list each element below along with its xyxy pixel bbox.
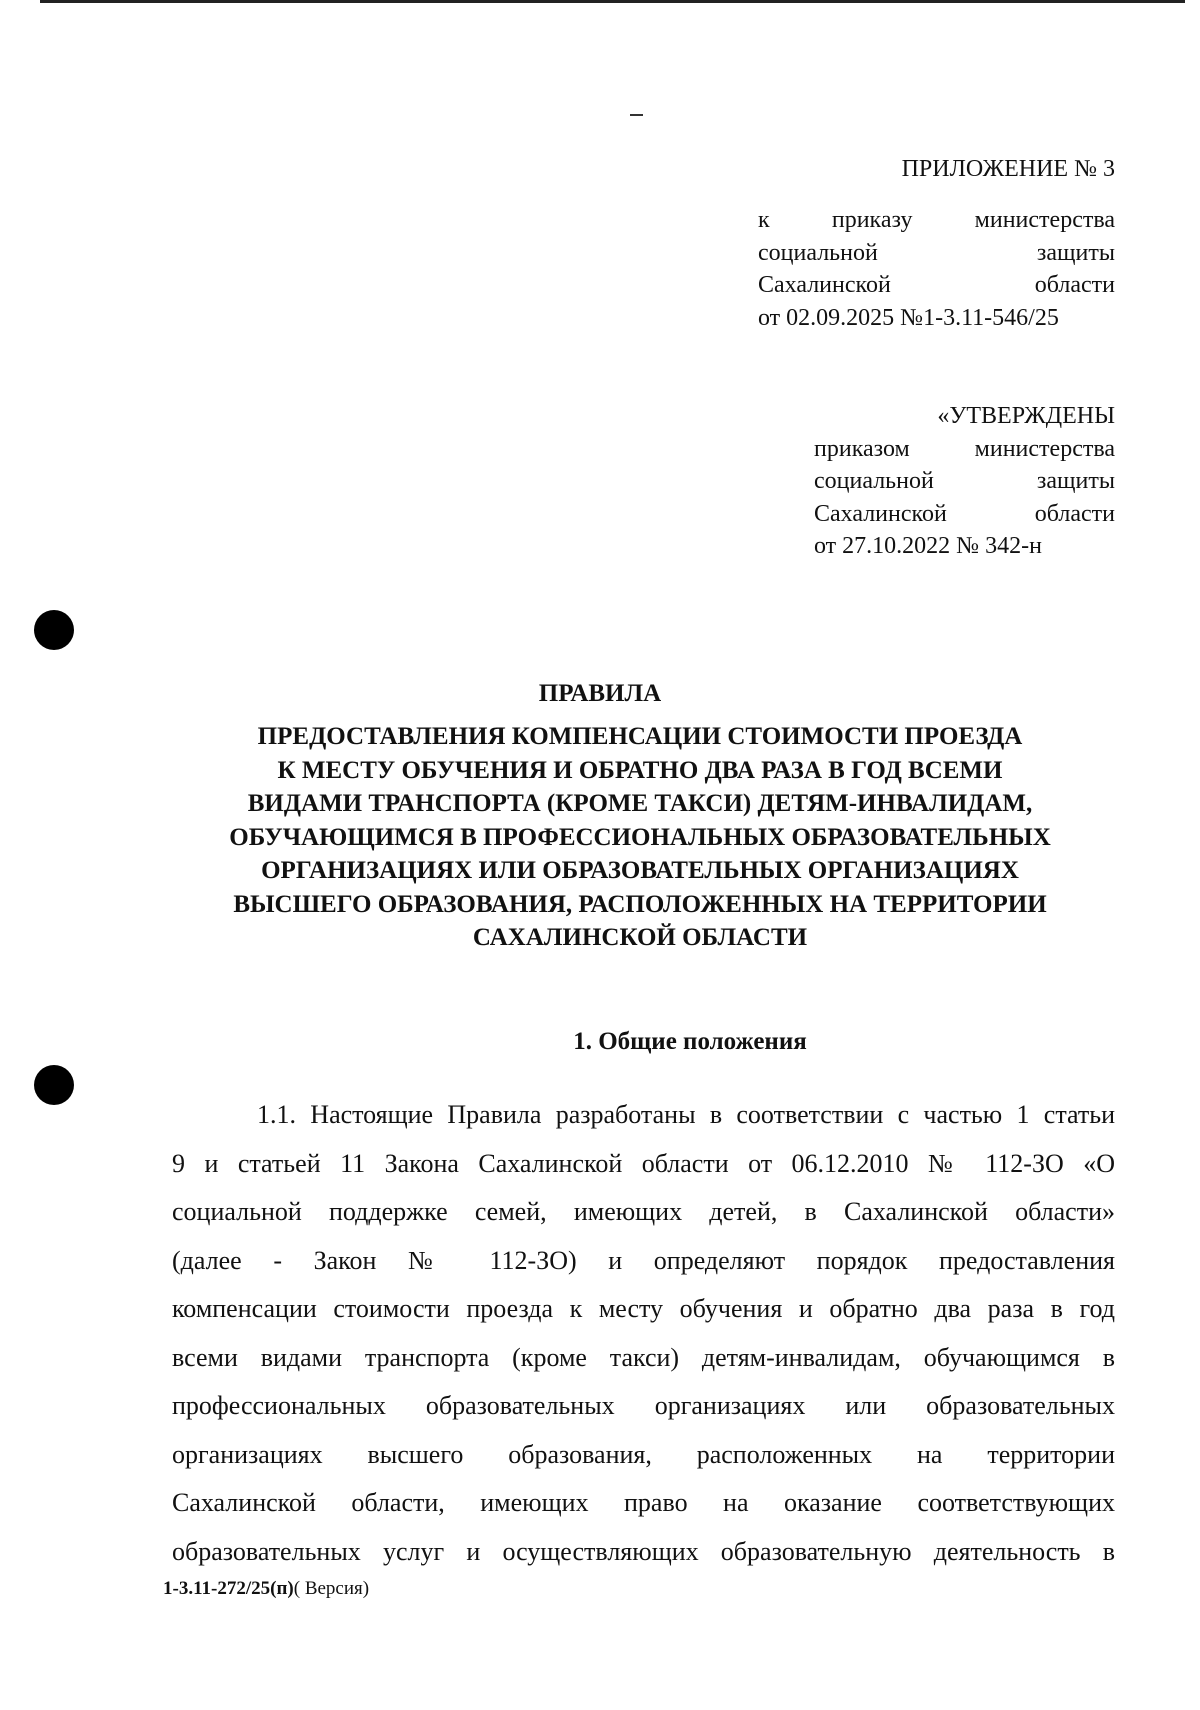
subtitle-line: САХАЛИНСКОЙ ОБЛАСТИ: [472, 924, 808, 951]
body-line: 1.1. Настоящие Правила разработаны в соответствии с частью 1 статьи: [257, 1100, 1115, 1129]
scan-mark: [630, 114, 643, 116]
body-paragraph: [172, 1091, 1115, 1576]
subtitle-line: ОБУЧАЮЩИМСЯ В ПРОФЕССИОНАЛЬНЫХ ОБРАЗОВАТЕЛЬНЫХ: [229, 823, 1051, 851]
approval-line: от 27.10.2022 № 342-н: [814, 533, 1042, 559]
document-subtitle: [140, 720, 1140, 955]
document-code: 1-3.11-272/25(п): [163, 1578, 294, 1599]
punch-hole-lower: [34, 1065, 74, 1105]
order-reference-block: [758, 204, 1115, 334]
subtitle-line: ВЫСШЕГО ОБРАЗОВАНИЯ, РАСПОЛОЖЕННЫХ НА ТЕРРИТОРИИ: [233, 890, 1047, 918]
approval-line: приказом министерства: [814, 435, 1115, 462]
section-title: Общие положения: [598, 1028, 807, 1055]
order-reference-line: к приказу министерства: [758, 207, 1115, 233]
document-footer: [163, 1577, 369, 1601]
body-line: организациях высшего образования, расположенных на территории: [172, 1439, 1115, 1469]
body-line: (далее - Закон № 112-ЗО) и определяют порядок предоставления: [172, 1245, 1115, 1275]
body-line: 9 и статьей 11 Закона Сахалинской области от 06.12.2010 № 112-ЗО «О: [172, 1148, 1115, 1178]
section-heading: [0, 1025, 1200, 1059]
body-line: всеми видами транспорта (кроме такси) детям-инвалидам, обучающимся в: [172, 1342, 1115, 1372]
appendix-number: ПРИЛОЖЕНИЕ № 3: [901, 156, 1115, 182]
body-line: социальной поддержке семей, имеющих детей, в Сахалинской области»: [172, 1197, 1115, 1226]
body-line: Сахалинской области, имеющих право на оказание соответствующих: [172, 1488, 1115, 1517]
scan-top-edge: [40, 0, 1185, 3]
approval-line: «УТВЕРЖДЕНЫ: [937, 403, 1115, 429]
order-reference-line: от 02.09.2025 №1-3.11-546/25: [758, 304, 1059, 331]
approval-block: [814, 400, 1115, 563]
body-line: образовательных услуг и осуществляющих образовательную деятельность в: [172, 1536, 1115, 1566]
document-title: ПРАВИЛА: [538, 680, 662, 707]
document-version: ( Версия): [293, 1578, 370, 1599]
subtitle-line: ВИДАМИ ТРАНСПОРТА (КРОМЕ ТАКСИ) ДЕТЯМ-ИНВАЛИДАМ,: [247, 790, 1033, 817]
body-line: профессиональных образовательных организациях или образовательных: [172, 1391, 1115, 1420]
subtitle-line: К МЕСТУ ОБУЧЕНИЯ И ОБРАТНО ДВА РАЗА В ГОД ВСЕМИ: [277, 756, 1003, 784]
body-line: компенсации стоимости проезда к месту обучения и обратно два раза в год: [172, 1294, 1115, 1323]
approval-line: Сахалинской области: [814, 500, 1115, 527]
order-reference-line: Сахалинской области: [758, 272, 1115, 298]
punch-hole-upper: [34, 610, 74, 650]
subtitle-line: ПРЕДОСТАВЛЕНИЯ КОМПЕНСАЦИИ СТОИМОСТИ ПРОЕЗДА: [257, 723, 1023, 750]
section-number: 1.: [573, 1028, 592, 1055]
order-reference-line: социальной защиты: [758, 239, 1115, 266]
subtitle-line: ОРГАНИЗАЦИЯХ ИЛИ ОБРАЗОВАТЕЛЬНЫХ ОРГАНИЗАЦИЯХ: [261, 857, 1019, 884]
approval-line: социальной защиты: [814, 468, 1115, 494]
